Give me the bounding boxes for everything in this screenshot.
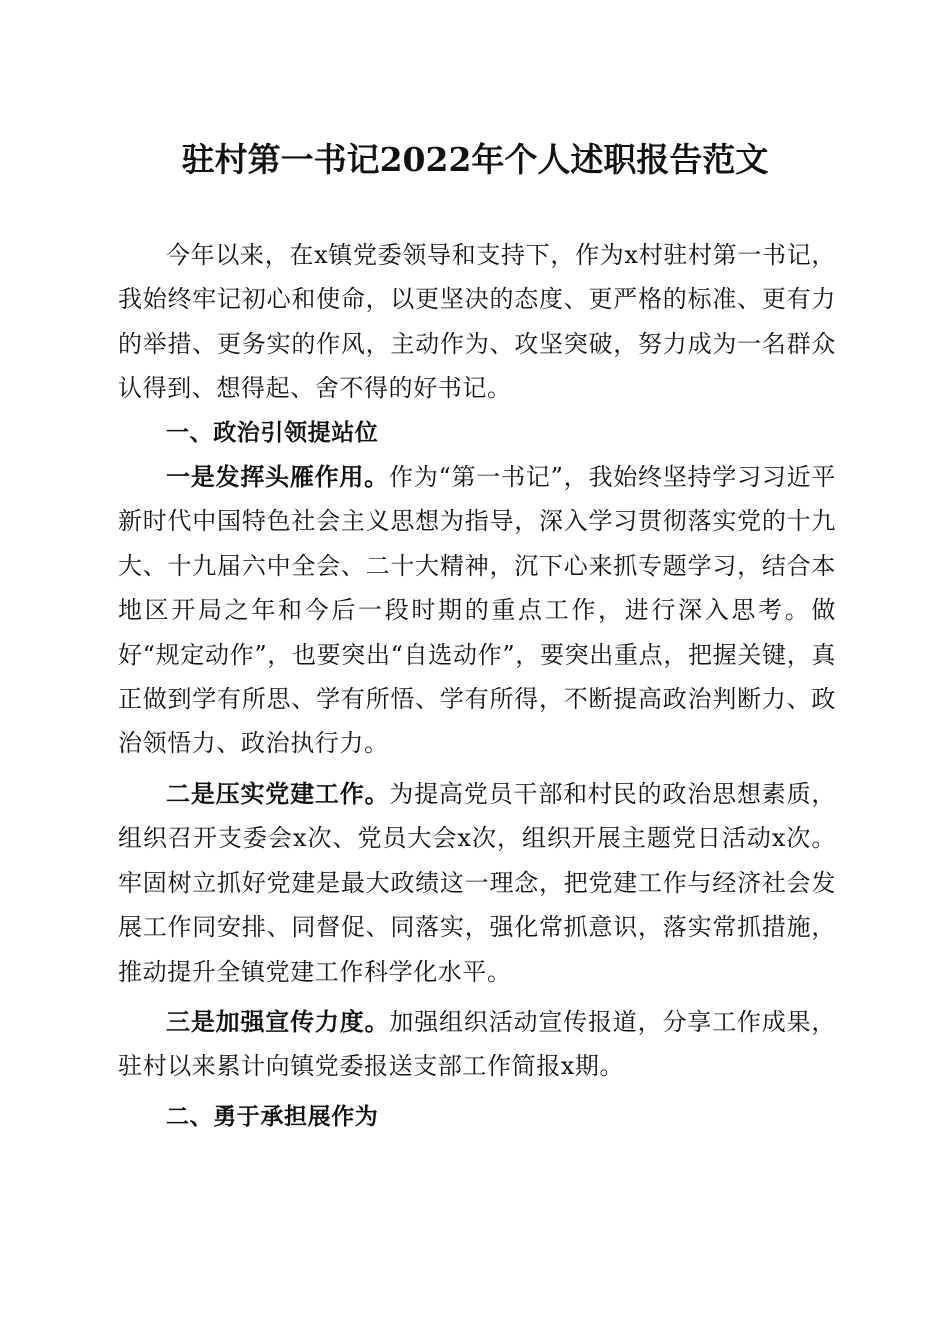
- document-title: 驻村第一书记2022年个人述职报告范文: [181, 140, 769, 179]
- section-heading-1: 一、政治引领提站位: [166, 419, 379, 446]
- paragraph-item-3: [118, 1000, 836, 1089]
- document-body: [118, 233, 836, 1139]
- item-text-2: 为提高党员干部和村民的政治思想素质，组织召开支委会x次、党员大会x次，组织开展主题党日活动x次。牢固树立抓好党建是最大政绩这一理念，把党建工作与经济社会发展工作同安排、同督促、同落实，强化常抓意识，落实常抓措施，推动提升全镇党建工作科学化水平。: [118, 779, 836, 986]
- item-text-3: 加强组织活动宣传报道，分享工作成果，驻村以来累计向镇党委报送支部工作简报x期。: [118, 1007, 836, 1081]
- paragraph-item-2: [118, 772, 836, 994]
- section-heading-2: 二、勇于承担展作为: [166, 1103, 379, 1130]
- item-lead-1: 一是发挥头雁作用。: [166, 462, 389, 492]
- item-lead-2: 二是压实党建工作。: [166, 778, 390, 808]
- intro-paragraph: 今年以来，在x镇党委领导和支持下，作为x村驻村第一书记，我始终牢记初心和使命，以更坚决的态度、更严格的标准、更有力的举措、更务实的作风，主动作为、攻坚突破，努力成为一名群众认得到、想得起、舍不得的好书记。: [118, 241, 836, 403]
- item-lead-3: 三是加强宣传力度。: [166, 1006, 390, 1036]
- item-text-1: 作为“第一书记”，我始终坚持学习习近平新时代中国特色社会主义思想为指导，深入学习贯彻落实党的十九大、十九届六中全会、二十大精神，沉下心来抓专题学习，结合本地区开局之年和今后一段时期的重点工作，进行深入思考。做好“规定动作”，也要突出“自选动作”，要突出重点，把握关键，真正做到学有所思、学有所悟、学有所得，不断提高政治判断力、政治领悟力、政治执行力。: [118, 463, 836, 758]
- paragraph-item-1: [118, 455, 836, 766]
